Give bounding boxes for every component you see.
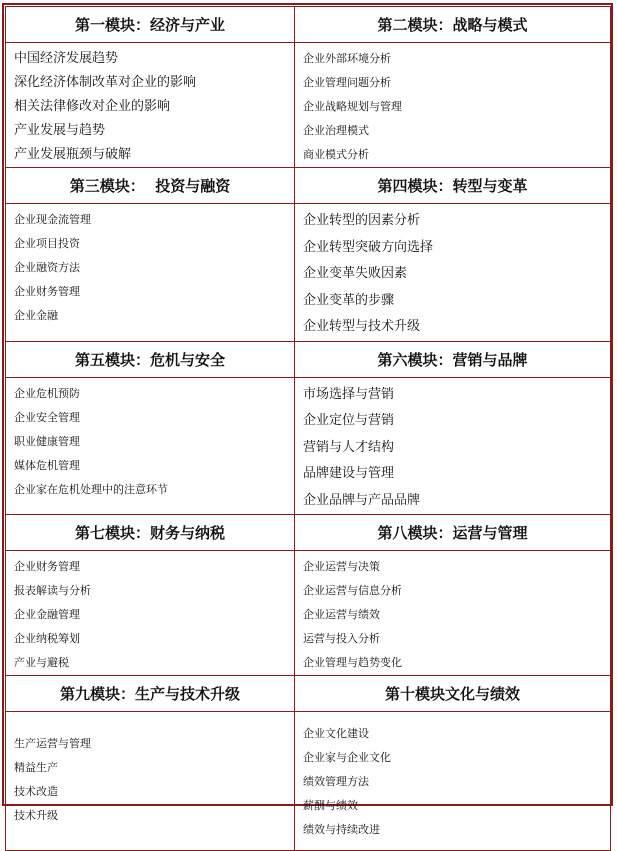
- content-row: [6, 43, 611, 168]
- list-item: 企业纳税筹划: [14, 632, 80, 645]
- module-title: 第十模块文化与绩效: [295, 676, 611, 712]
- list-item: 相关法律修改对企业的影响: [14, 99, 171, 114]
- module-title: 第二模块：战略与模式: [295, 7, 611, 43]
- header-row: [6, 168, 611, 204]
- list-item: 企业运营与信息分析: [303, 584, 402, 597]
- list-item: 企业转型的因素分析: [303, 213, 421, 228]
- content-row: [6, 712, 611, 851]
- module-content: [295, 551, 611, 676]
- list-item: 企业治理模式: [303, 124, 369, 137]
- list-item: 媒体危机管理: [14, 458, 80, 472]
- list-item: 企业品牌与产品品牌: [303, 492, 421, 508]
- list-item: 报表解读与分析: [14, 584, 91, 597]
- list-item: 企业金融: [14, 309, 58, 322]
- list-item: 职业健康管理: [14, 434, 80, 448]
- header-row: [6, 676, 611, 712]
- list-item: 企业现金流管理: [14, 213, 91, 226]
- list-item: 产业发展瓶颈与破解: [14, 147, 132, 162]
- list-item: 营销与人才结构: [303, 439, 395, 455]
- list-item: 产业与避税: [14, 656, 69, 669]
- module-table: [5, 6, 611, 851]
- list-item: 企业运营与决策: [303, 560, 380, 573]
- module-content: [295, 43, 611, 168]
- list-item: 企业金融管理: [14, 608, 80, 621]
- module-title: 第五模块：危机与安全: [6, 341, 295, 377]
- module-content: [6, 377, 295, 515]
- list-item: 技术改造: [14, 785, 58, 798]
- list-item: 企业文化建设: [303, 727, 369, 740]
- module-title: 第七模块：财务与纳税: [6, 515, 295, 551]
- list-item: 生产运营与管理: [14, 737, 91, 750]
- header-row: [6, 341, 611, 377]
- list-item: 企业外部环境分析: [303, 52, 391, 65]
- list-item: 中国经济发展趋势: [14, 51, 119, 66]
- module-content: [6, 551, 295, 676]
- header-row: [6, 7, 611, 43]
- header-row: [6, 515, 611, 551]
- list-item: 精益生产: [14, 761, 58, 774]
- list-item: 产业发展与趋势: [14, 123, 106, 138]
- content-row: [6, 204, 611, 342]
- module-content: [295, 712, 611, 851]
- list-item: 企业家与企业文化: [303, 751, 391, 764]
- module-title: 第三模块： 投资与融资: [6, 168, 295, 204]
- list-item: 深化经济体制改革对企业的影响: [14, 75, 197, 90]
- list-item: 商业模式分析: [303, 148, 369, 161]
- module-title: 第一模块：经济与产业: [6, 7, 295, 43]
- module-title: 第四模块：转型与变革: [295, 168, 611, 204]
- module-content: [6, 204, 295, 342]
- list-item: 企业变革失败因素: [303, 266, 408, 281]
- content-row: [6, 377, 611, 515]
- module-content: [295, 204, 611, 342]
- list-item: 品牌建设与管理: [303, 466, 395, 481]
- content-row: [6, 551, 611, 676]
- list-item: 绩效管理方法: [303, 775, 369, 788]
- list-item: 企业定位与营销: [303, 413, 395, 428]
- list-item: 企业融资方法: [14, 261, 80, 274]
- list-item: 企业转型突破方向选择: [303, 239, 434, 255]
- list-item: 企业管理问题分析: [303, 76, 391, 89]
- list-item: 技术升级: [14, 809, 58, 822]
- list-item: 企业危机预防: [14, 386, 80, 400]
- list-item: 运营与投入分析: [303, 632, 380, 645]
- list-item: 薪酬与绩效: [303, 799, 358, 812]
- list-item: 企业安全管理: [14, 410, 80, 424]
- list-item: 企业财务管理: [14, 285, 80, 298]
- module-title: 第九模块：生产与技术升级: [6, 676, 295, 712]
- list-item: 绩效与持续改进: [303, 823, 380, 836]
- module-title: 第六模块：营销与品牌: [295, 341, 611, 377]
- list-item: 企业管理与趋势变化: [303, 656, 402, 669]
- list-item: 企业财务管理: [14, 560, 80, 573]
- module-content: [6, 712, 295, 851]
- list-item: 企业家在危机处理中的注意环节: [14, 482, 168, 496]
- list-item: 企业运营与绩效: [303, 608, 380, 621]
- list-item: 企业变革的步骤: [303, 292, 395, 308]
- list-item: 市场选择与营销: [303, 386, 395, 402]
- list-item: 企业战略规划与管理: [303, 100, 402, 113]
- list-item: 企业转型与技术升级: [303, 319, 421, 334]
- list-item: 企业项目投资: [14, 237, 80, 250]
- module-content: [295, 377, 611, 515]
- module-title: 第八模块：运营与管理: [295, 515, 611, 551]
- module-content: [6, 43, 295, 168]
